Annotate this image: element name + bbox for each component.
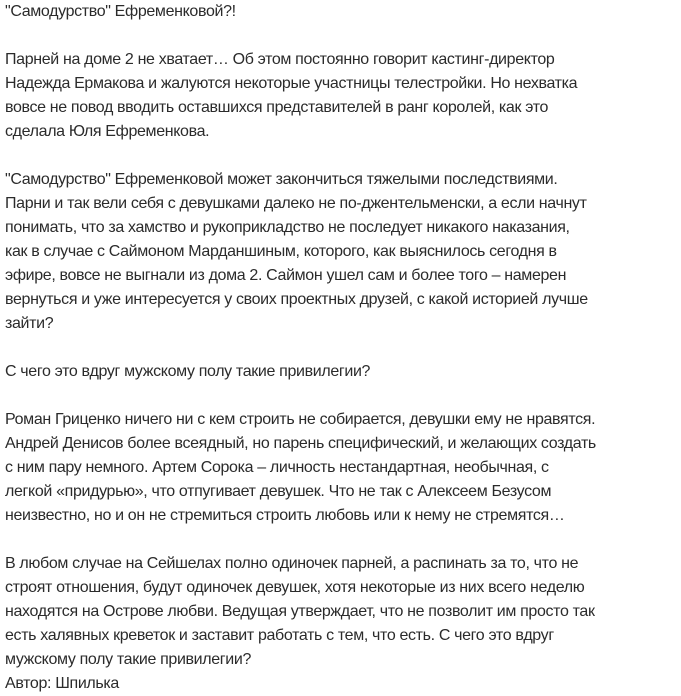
paragraph: [5, 48, 681, 144]
article-title: "Самодурство" Ефременковой?!: [5, 3, 236, 20]
text-line: С чего это вдруг мужскому полу такие привилегии?: [5, 363, 371, 380]
text-line: Андрей Денисов более всеядный, но парень специфический, и желающих создать: [5, 435, 596, 452]
text-line: Роман Гриценко ничего ни с кем строить не собирается, девушки ему не нравятся.: [5, 411, 596, 428]
text-line: Парней на доме 2 не хватает… Об этом постоянно говорит кастинг-директор: [5, 51, 555, 68]
text-line: с ним пару немного. Артем Сорока – личность нестандартная, необычная, с: [5, 459, 549, 476]
author-line: Автор: Шпилька: [5, 675, 119, 692]
paragraph: [5, 552, 681, 696]
paragraph-gap: [5, 24, 681, 48]
paragraph-gap: [5, 384, 681, 408]
text-line: сделала Юля Ефременкова.: [5, 123, 210, 140]
paragraph: [5, 360, 681, 384]
text-line: Парни и так вели себя с девушками далеко не по-джентельменски, а если начнут: [5, 195, 587, 212]
text-line: находятся на Острове любви. Ведущая утверждает, что не позволит им просто так: [5, 603, 595, 620]
text-line: зайти?: [5, 315, 54, 332]
text-line: строят отношения, будут одиночек девушек, хотя некоторые из них всего неделю: [5, 579, 585, 596]
text-line: Надежда Ермакова и жалуются некоторые участницы телестройки. Но нехватка: [5, 75, 578, 92]
text-line: неизвестно, но и он не стремиться строить любовь или к нему не стремятся…: [5, 507, 565, 524]
paragraph: [5, 168, 681, 336]
text-line: мужскому полу такие привилегии?: [5, 651, 252, 668]
paragraph-gap: [5, 144, 681, 168]
paragraph: [5, 408, 681, 528]
paragraph-gap: [5, 528, 681, 552]
text-line: эфире, вовсе не выгнали из дома 2. Саймон ушел сам и более того – намерен: [5, 267, 567, 284]
paragraph-gap: [5, 336, 681, 360]
text-line: понимать, что за хамство и рукоприкладство не последует никакого наказания,: [5, 219, 570, 236]
text-line: вернуться и уже интересуется у своих проектных друзей, с какой историей лучше: [5, 291, 588, 308]
text-line: есть халявных креветок и заставит работать с тем, что есть. С чего это вдруг: [5, 627, 554, 644]
text-line: как в случае с Саймоном Марданшиным, которого, как выяснилось сегодня в: [5, 243, 557, 260]
text-line: легкой «придурью», что отпугивает девушек. Что не так с Алексеем Безусом: [5, 483, 552, 500]
text-line: "Самодурство" Ефременковой может закончиться тяжелыми последствиями.: [5, 171, 558, 188]
text-line: вовсе не повод вводить оставшихся представителей в ранг королей, как это: [5, 99, 549, 116]
text-line: В любом случае на Сейшелах полно одиночек парней, а распинать за то, что не: [5, 555, 579, 572]
